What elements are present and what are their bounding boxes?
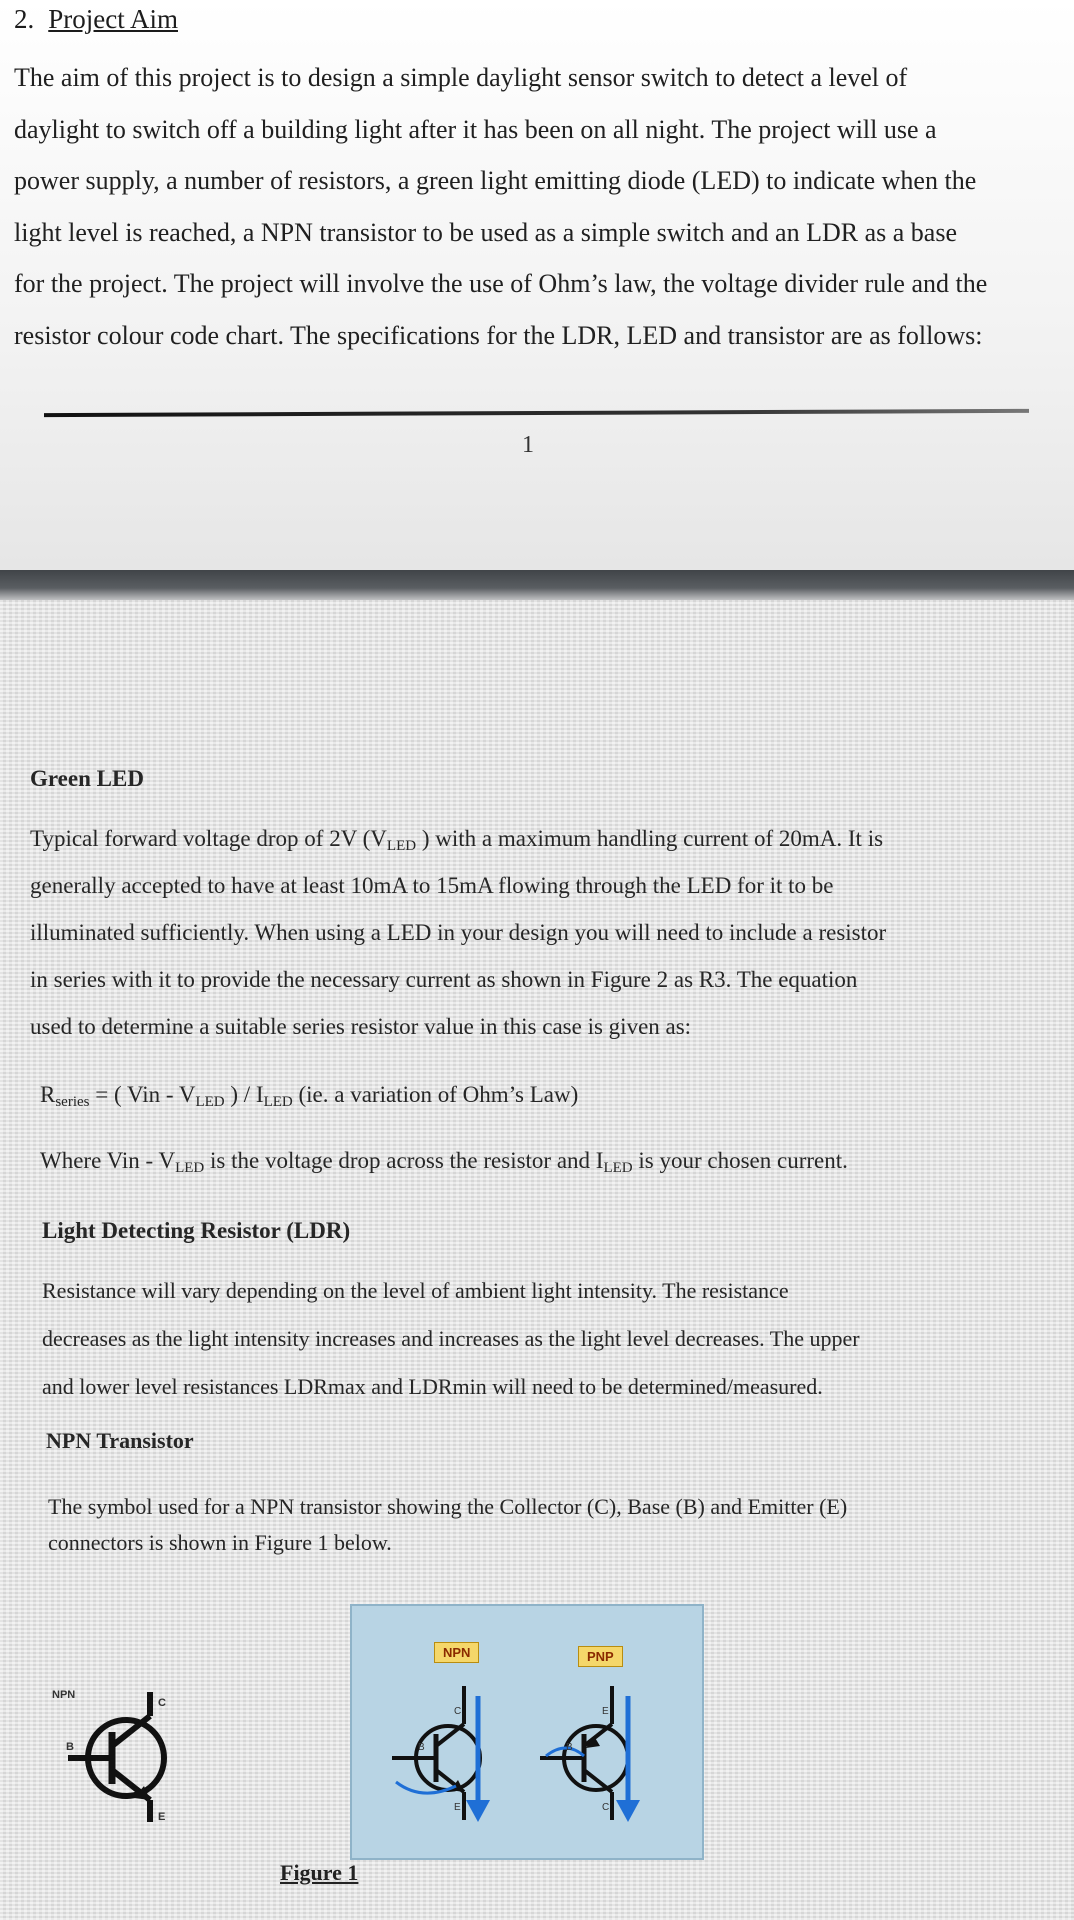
aim-line: light level is reached, a NPN transistor to be used as a simple switch and an LDR as a base	[14, 217, 957, 247]
aim-line: The aim of this project is to design a simple daylight sensor switch to detect a level of	[14, 63, 908, 92]
npn-symbol-label: NPN	[52, 1689, 76, 1701]
figure-caption: Figure 1	[280, 1860, 359, 1885]
page-number: 1	[522, 432, 534, 458]
aim-line: power supply, a number of resistors, a green light emitting diode (LED) to indicate when the	[14, 166, 977, 195]
pnp-transistor-diagram	[540, 1686, 640, 1822]
ldr-line: decreases as the light intensity increases and increases as the light level decreases. The upper	[42, 1326, 860, 1351]
aim-line: resistor colour code chart. The specifications for the LDR, LED and transistor are as follows:	[14, 320, 983, 350]
section-title: Project Aim	[48, 4, 178, 34]
npn-pnp-figure	[350, 1604, 704, 1860]
aim-line: for the project. The project will involve the use of Ohm’s law, the voltage divider rule and the	[14, 269, 988, 298]
project-aim-paragraph	[14, 52, 1054, 361]
npn-emitter-label: E	[454, 1802, 461, 1813]
npn-transistor-diagram	[392, 1686, 490, 1822]
pnp-badge: PNP	[578, 1646, 623, 1667]
npn-heading: NPN Transistor	[46, 1428, 194, 1453]
npn-line: The symbol used for a NPN transistor showing the Collector (C), Base (B) and Emitter (E)	[48, 1494, 848, 1519]
pnp-base-label: B	[566, 1742, 573, 1753]
green-led-line: illuminated sufficiently. When using a LED in your design you will need to include a resistor	[30, 920, 887, 945]
page-separator	[0, 570, 1074, 600]
transistor-diagrams	[352, 1606, 702, 1858]
npn-symbol-figure	[46, 1684, 186, 1824]
npn-badge: NPN	[434, 1642, 479, 1663]
series-resistor-equation: $R_{series}$ = ( Vin - $V_{LED}$ ) / $I_{LED}$ (ie. a variation of Ohm’s Law)	[40, 1082, 579, 1110]
green-led-line: generally accepted to have at least 10mA to 15mA flowing through the LED for it to be	[30, 873, 834, 898]
pnp-collector-label: C	[602, 1802, 610, 1813]
green-led-heading: Green LED	[30, 766, 144, 791]
pnp-emitter-label: E	[602, 1706, 609, 1717]
ldr-line: and lower level resistances LDRmax and LDRmin will need to be determined/measured.	[42, 1374, 823, 1399]
npn-collector-label: C	[454, 1706, 462, 1717]
ldr-heading: Light Detecting Resistor (LDR)	[42, 1218, 351, 1243]
aim-line: daylight to switch off a building light after it has been on all night. The project will use a	[14, 114, 937, 144]
emitter-label: E	[158, 1811, 166, 1823]
section-heading	[14, 4, 178, 35]
footer-rule	[44, 409, 1029, 417]
npn-base-label: B	[418, 1742, 425, 1753]
collector-label: C	[158, 1697, 166, 1709]
green-led-line: Typical forward voltage drop of 2V ($V_{LED}$ ) with a maximum handling current of 20mA. It is	[30, 826, 884, 854]
page-1	[0, 0, 1074, 570]
ldr-line: Resistance will vary depending on the level of ambient light intensity. The resistance	[42, 1278, 789, 1303]
green-led-line: used to determine a suitable series resistor value in this case is given as:	[30, 1014, 692, 1039]
base-label: B	[66, 1741, 74, 1753]
green-led-line: in series with it to provide the necessary current as shown in Figure 2 as R3. The equation	[30, 967, 858, 992]
npn-line: connectors is shown in Figure 1 below.	[48, 1530, 392, 1555]
section-number: 2.	[14, 4, 35, 34]
where-statement: Where Vin - $V_{LED}$ is the voltage drop across the resistor and $I_{LED}$ is your chosen current.	[40, 1148, 848, 1176]
